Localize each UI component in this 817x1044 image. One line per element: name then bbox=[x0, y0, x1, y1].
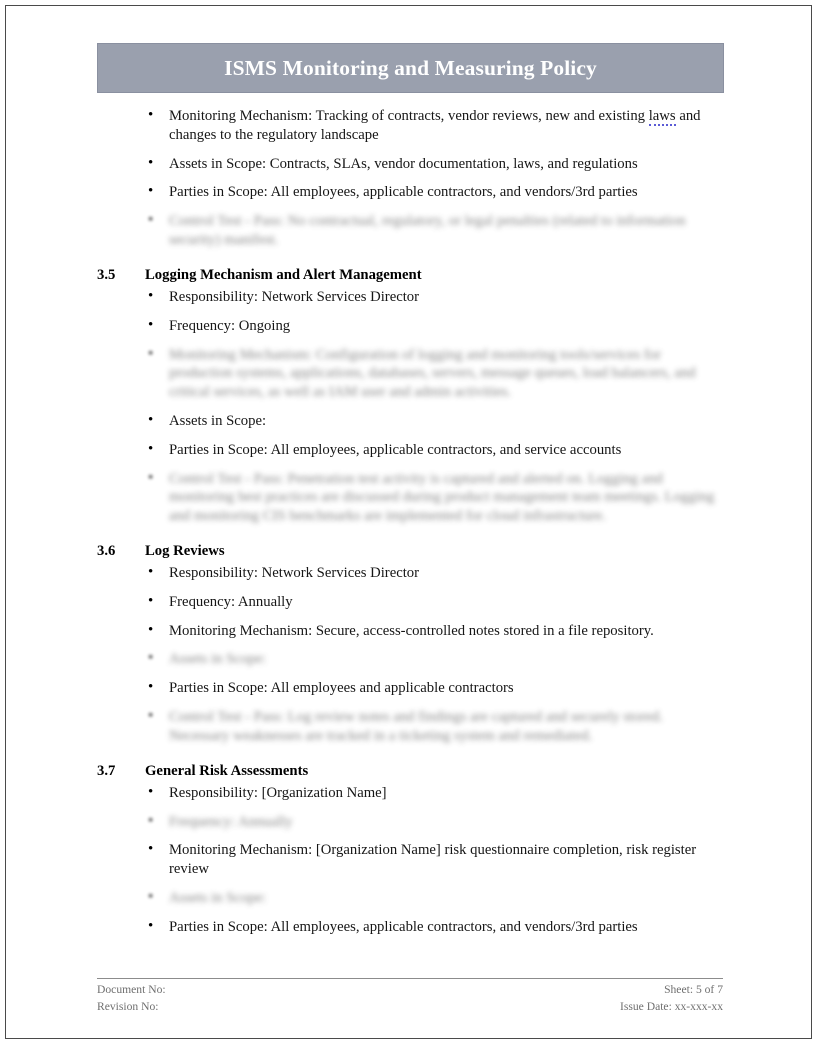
list-item bbox=[97, 470, 727, 526]
bullet-text: Assets in Scope: Contracts, SLAs, vendor documentation, laws, and regulations bbox=[169, 155, 638, 172]
section-title: Logging Mechanism and Alert Management bbox=[145, 266, 422, 283]
list-item bbox=[97, 564, 727, 583]
bullet-text: Frequency: Ongoing bbox=[169, 317, 291, 334]
issue-date-label: Issue Date: xx-xxx-xx bbox=[619, 999, 723, 1013]
footer-divider bbox=[97, 978, 723, 979]
list-item bbox=[97, 212, 727, 250]
list-item bbox=[97, 708, 727, 746]
list-item bbox=[97, 622, 727, 641]
list-item bbox=[97, 317, 727, 336]
document-no-label: Document No: bbox=[97, 983, 166, 997]
bullet-text: Monitoring Mechanism: [Organization Name] risk questionnaire completion, risk register review bbox=[169, 842, 697, 878]
list-item bbox=[97, 889, 727, 908]
document-section bbox=[97, 267, 727, 526]
section-title: Log Reviews bbox=[145, 543, 225, 559]
redacted-text: Control Test - Pass: No contractual, regulatory, or legal penalties (related to information security) manifest. bbox=[169, 213, 686, 249]
footer-content bbox=[97, 982, 723, 1015]
bullet-text: Assets in Scope: bbox=[169, 412, 267, 429]
bullet-text: Monitoring Mechanism: Tracking of contracts, vendor reviews, new and existing bbox=[169, 108, 649, 124]
document-section bbox=[97, 543, 727, 746]
list-item bbox=[97, 288, 727, 307]
section-number: 3.6 bbox=[97, 543, 116, 559]
list-item bbox=[97, 183, 727, 202]
section-number: 3.5 bbox=[97, 266, 116, 283]
list-item bbox=[97, 155, 727, 174]
bullet-text-tail: and changes to the regulatory landscape bbox=[169, 108, 701, 143]
bullet-text: Responsibility: Network Services Director bbox=[169, 565, 420, 581]
list-item bbox=[97, 441, 727, 460]
bullet-text: Frequency: Annually bbox=[169, 593, 293, 610]
redacted-text: Control Test - Pass: Penetration test activity is captured and alerted on. Logging and monitoring best practices are discussed during product management team meetings. Logging and monitoring CIS benchmarks are implemented for cloud infrastructure. bbox=[169, 470, 715, 525]
revision-no-label: Revision No: bbox=[97, 999, 159, 1013]
section-number: 3.7 bbox=[97, 762, 116, 779]
list-item bbox=[97, 346, 727, 402]
redacted-text: Assets in Scope: bbox=[169, 889, 267, 906]
list-item bbox=[97, 679, 727, 698]
bullet-text: Responsibility: Network Services Director bbox=[169, 288, 420, 305]
document-header-banner bbox=[97, 43, 724, 93]
bullet-text: Responsibility: [Organization Name] bbox=[169, 784, 387, 801]
section-heading bbox=[97, 543, 727, 560]
bullet-text: Parties in Scope: All employees, applicable contractors, and vendors/3rd parties bbox=[169, 184, 638, 201]
section-heading bbox=[97, 267, 727, 284]
page-footer bbox=[97, 978, 723, 1015]
section-bullet-list bbox=[97, 784, 727, 937]
list-item bbox=[97, 650, 727, 669]
redacted-text: Monitoring Mechanism: Configuration of logging and monitoring tools/services for production systems, applications, databases, servers, message queues, load balancers, and critical services, as well as IAM user and admin activities. bbox=[169, 346, 696, 401]
list-item bbox=[97, 841, 727, 879]
document-body bbox=[97, 107, 727, 937]
section-heading bbox=[97, 763, 727, 780]
section-title: General Risk Assessments bbox=[145, 762, 309, 779]
document-title: ISMS Monitoring and Measuring Policy bbox=[224, 55, 597, 80]
list-item bbox=[97, 918, 727, 937]
redacted-text: Control Test - Pass: Log review notes and findings are captured and securely stored. Necessary weaknesses are tracked in a ticketing system and remediated. bbox=[169, 709, 663, 744]
bullet-text: Parties in Scope: All employees, applicable contractors, and vendors/3rd parties bbox=[169, 918, 638, 935]
bullet-text: Monitoring Mechanism: Secure, access-controlled notes stored in a file repository. bbox=[169, 622, 654, 639]
list-item bbox=[97, 813, 727, 832]
list-item bbox=[97, 784, 727, 803]
intro-bullet-list bbox=[97, 107, 727, 250]
redacted-text: Assets in Scope: bbox=[169, 651, 267, 668]
redacted-text: Frequency: Annually bbox=[169, 813, 293, 830]
section-bullet-list bbox=[97, 564, 727, 746]
section-bullet-list bbox=[97, 288, 727, 526]
document-section bbox=[97, 763, 727, 937]
footer-left-column bbox=[97, 982, 166, 1015]
bullet-text: Parties in Scope: All employees and applicable contractors bbox=[169, 680, 514, 697]
list-item bbox=[97, 593, 727, 612]
spellcheck-word: laws bbox=[648, 108, 676, 124]
footer-right-column bbox=[620, 982, 723, 1015]
list-item bbox=[97, 412, 727, 431]
sections-container bbox=[97, 267, 727, 937]
bullet-text: Parties in Scope: All employees, applicable contractors, and service accounts bbox=[169, 441, 622, 458]
list-item bbox=[97, 107, 727, 145]
sheet-number-label: Sheet: 5 of 7 bbox=[664, 983, 723, 997]
